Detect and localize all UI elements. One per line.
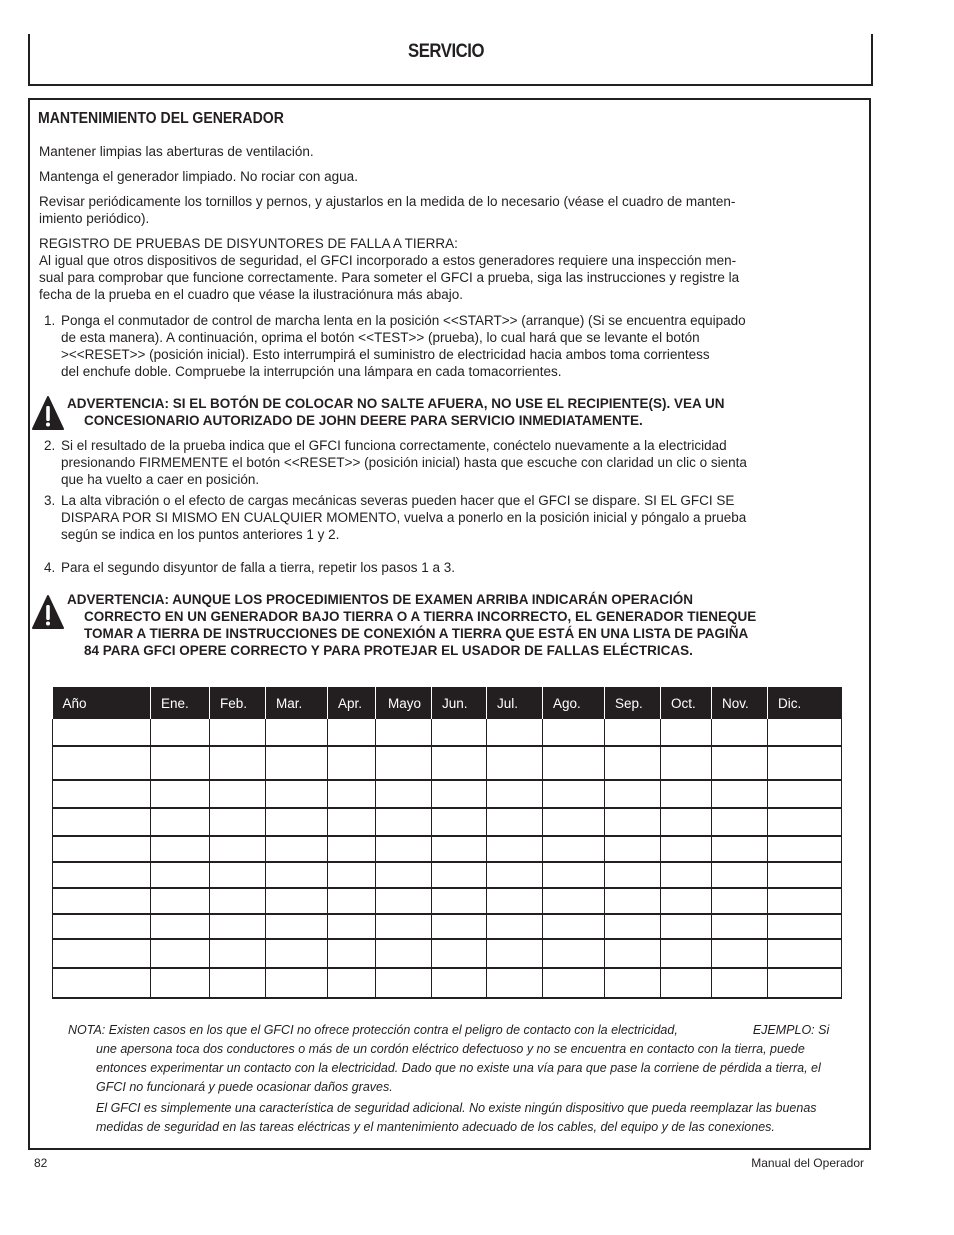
table-cell	[210, 808, 266, 836]
table-cell	[605, 939, 661, 968]
table-cell	[210, 780, 266, 808]
table-cell	[151, 746, 210, 780]
paragraph-gfci-line-2: Al igual que otros dispositivos de seguridad, el GFCI incorporado a estos generadores requiere una inspección men-	[39, 253, 737, 268]
column-header: Oct.	[661, 687, 712, 719]
table-cell	[53, 914, 151, 939]
table-cell	[266, 746, 328, 780]
table-cell	[266, 914, 328, 939]
table-cell	[543, 862, 605, 888]
paragraph-gfci-line-1: REGISTRO DE PRUEBAS DE DISYUNTORES DE FALLA A TIERRA:	[39, 236, 458, 251]
table-cell	[605, 836, 661, 862]
step-line: que ha vuelto a caer en posición.	[61, 472, 260, 487]
table-cell	[487, 808, 543, 836]
table-cell	[768, 836, 842, 862]
step-number: 4.	[44, 560, 56, 575]
note-line: entonces experimentar un contacto con la electricidad. Dado que no existe una vía para que pase la corriene de pérdida a tierra, el	[96, 1061, 821, 1075]
table-cell	[712, 888, 768, 914]
step-text	[61, 437, 869, 488]
table-row	[53, 808, 842, 836]
paragraph-clean: Mantenga el generador limpiado. No rociar con agua.	[39, 169, 358, 184]
table-cell	[712, 914, 768, 939]
table-cell	[376, 836, 432, 862]
step-line: Para el segundo disyuntor de falla a tierra, repetir los pasos 1 a 3.	[61, 560, 455, 575]
warning-text	[67, 591, 871, 659]
note-block	[68, 1021, 853, 1137]
table-cell	[266, 808, 328, 836]
note-line	[68, 1021, 853, 1040]
table-row	[53, 836, 842, 862]
warning-line: ADVERTENCIA: SI EL BOTÓN DE COLOCAR NO SALTE AFUERA, NO USE EL RECIPIENTE(S). VEA UN	[67, 396, 725, 411]
paragraph-bolts	[39, 193, 851, 227]
table-cell	[151, 968, 210, 998]
step-line: La alta vibración o el efecto de cargas mecánicas severas pueden hacer que el GFCI se dispare. SI EL GFCI SE	[61, 493, 735, 508]
table-cell	[768, 914, 842, 939]
table-cell	[543, 939, 605, 968]
table-cell	[661, 808, 712, 836]
warning-text	[67, 395, 871, 429]
step-text	[61, 312, 869, 380]
table-cell	[661, 968, 712, 998]
table-cell	[543, 968, 605, 998]
table-cell	[376, 914, 432, 939]
table-cell	[605, 808, 661, 836]
table-cell	[768, 719, 842, 746]
table-cell	[712, 836, 768, 862]
table-cell	[661, 746, 712, 780]
table-cell	[768, 808, 842, 836]
table-cell	[432, 968, 487, 998]
table-cell	[661, 888, 712, 914]
table-cell	[605, 862, 661, 888]
table-cell	[768, 939, 842, 968]
gfci-test-record-table	[52, 687, 841, 999]
warning-triangle-icon	[32, 395, 64, 431]
note-line: medidas de seguridad en las tareas eléctricas y el mantenimiento adecuado de los cables, del equipo y de las conexiones.	[96, 1120, 775, 1134]
note-line: GFCI no funcionará y puede ocasionar daños graves.	[96, 1080, 393, 1094]
table-row	[53, 939, 842, 968]
column-header: Dic.	[768, 687, 842, 719]
table-cell	[376, 780, 432, 808]
table-cell	[328, 836, 376, 862]
table-row	[53, 914, 842, 939]
warning-triangle-icon	[32, 594, 64, 630]
warning-line: CONCESIONARIO AUTORIZADO DE JOHN DEERE PARA SERVICIO INMEDIATAMENTE.	[84, 413, 643, 428]
table-cell	[605, 968, 661, 998]
table-cell	[53, 719, 151, 746]
paragraph-bolts-line-1: Revisar periódicamente los tornillos y pernos, y ajustarlos en la medida de lo necesario (véase el cuadro de manten-	[39, 194, 736, 209]
table-cell	[210, 914, 266, 939]
table-cell	[328, 780, 376, 808]
table-cell	[210, 888, 266, 914]
table-cell	[605, 914, 661, 939]
note-line-text: NOTA: Existen casos en los que el GFCI no ofrece protección contra el peligro de contacto con la electricidad,	[68, 1023, 678, 1037]
section-title: MANTENIMIENTO DEL GENERADOR	[38, 110, 284, 127]
table-row	[53, 746, 842, 780]
table-cell	[605, 719, 661, 746]
column-header: Ago.	[543, 687, 605, 719]
column-header: Nov.	[712, 687, 768, 719]
table-cell	[376, 808, 432, 836]
table-cell	[487, 914, 543, 939]
table-cell	[151, 939, 210, 968]
table-cell	[210, 968, 266, 998]
table-cell	[376, 862, 432, 888]
table-cell	[432, 914, 487, 939]
table-cell	[266, 836, 328, 862]
column-header: Apr.	[328, 687, 376, 719]
note-line: El GFCI es simplemente una característica de seguridad adicional. No existe ningún dispositivo que pueda reemplazar las buenas	[96, 1101, 817, 1115]
paragraph-gfci-line-4: fecha de la prueba en el cuadro que véase la ilustraciónura más abajo.	[39, 287, 464, 302]
column-header: Ene.	[151, 687, 210, 719]
table-cell	[543, 780, 605, 808]
table-cell	[151, 780, 210, 808]
table-cell	[543, 808, 605, 836]
table-row	[53, 780, 842, 808]
table-cell	[328, 862, 376, 888]
table-cell	[432, 808, 487, 836]
table-cell	[543, 914, 605, 939]
warning-line: CORRECTO EN UN GENERADOR BAJO TIERRA O A TIERRA INCORRECTO, EL GENERADOR TIENEQUE	[84, 609, 757, 624]
step-line: de esta manera). A continuación, oprima el botón <<TEST>> (prueba), lo cual hará que se levante el botón	[61, 330, 700, 345]
column-header: Jun.	[432, 687, 487, 719]
note-line: une apersona toca dos conductores o más de un cordón eléctrico defectuoso y no se encuentra en contacto con la tierra, puede	[96, 1042, 805, 1056]
table-cell	[328, 808, 376, 836]
table-cell	[328, 914, 376, 939]
paragraph-gfci-record	[39, 235, 851, 303]
table-cell	[712, 780, 768, 808]
table-cell	[266, 888, 328, 914]
table-cell	[53, 746, 151, 780]
table-cell	[432, 888, 487, 914]
table-cell	[376, 939, 432, 968]
table-row	[53, 888, 842, 914]
step-line: según se indica en los puntos anteriores 1 y 2.	[61, 527, 340, 542]
paragraph-gfci-line-3: sual para comprobar que funcione correctamente. Para someter el GFCI a prueba, siga las instrucciones y registre la	[39, 270, 740, 285]
step-number: 3.	[44, 493, 56, 508]
table-cell	[53, 939, 151, 968]
table-cell	[605, 780, 661, 808]
note-example-label: EJEMPLO: Si	[752, 1023, 830, 1037]
column-header: Sep.	[605, 687, 661, 719]
table-cell	[328, 719, 376, 746]
table-header-row	[53, 687, 842, 719]
manual-name: Manual del Operador	[751, 1156, 864, 1170]
table-cell	[487, 939, 543, 968]
table-cell	[151, 719, 210, 746]
table-cell	[487, 780, 543, 808]
step-line: del enchufe doble. Compruebe la interrupción una lámpara en cada tomacorrientes.	[61, 364, 562, 379]
table-cell	[712, 719, 768, 746]
step-line: Si el resultado de la prueba indica que el GFCI funciona correctamente, conéctelo nuevamente a la electricidad	[61, 438, 727, 453]
column-header: Feb.	[210, 687, 266, 719]
table-cell	[266, 939, 328, 968]
table-cell	[53, 836, 151, 862]
table-cell	[487, 746, 543, 780]
table-cell	[432, 836, 487, 862]
table-cell	[53, 888, 151, 914]
table-cell	[605, 888, 661, 914]
table-cell	[712, 968, 768, 998]
table-cell	[768, 746, 842, 780]
table-cell	[712, 939, 768, 968]
table-cell	[543, 746, 605, 780]
step-4	[39, 559, 869, 576]
warning-line: 84 PARA GFCI OPERE CORRECTO Y PARA PROTEJAR EL USADOR DE FALLAS ELÉCTRICAS.	[84, 643, 693, 658]
table-cell	[487, 836, 543, 862]
table-cell	[266, 968, 328, 998]
table-cell	[328, 746, 376, 780]
step-text	[61, 559, 869, 576]
table-cell	[768, 780, 842, 808]
table-cell	[661, 780, 712, 808]
table-cell	[661, 914, 712, 939]
table-cell	[432, 780, 487, 808]
table-cell	[328, 939, 376, 968]
step-line: presionando FIRMEMENTE el botón <<RESET>> (posición inicial) hasta que escuche con claridad un clic o sienta	[61, 455, 747, 470]
warning-line: TOMAR A TIERRA DE INSTRUCCIONES DE CONEXIÓN A TIERRA QUE ESTÁ EN UNA LISTA DE PAGIÑA	[84, 626, 749, 641]
column-header: Año	[53, 687, 151, 719]
table-cell	[53, 862, 151, 888]
step-1	[39, 312, 869, 380]
table-cell	[328, 968, 376, 998]
table-cell	[210, 939, 266, 968]
step-2	[39, 437, 869, 488]
table-cell	[487, 719, 543, 746]
table-cell	[210, 746, 266, 780]
table-cell	[151, 836, 210, 862]
table-cell	[543, 836, 605, 862]
paragraph-bolts-line-2: imiento periódico).	[39, 211, 150, 226]
table-cell	[53, 780, 151, 808]
table-cell	[376, 746, 432, 780]
table-cell	[487, 968, 543, 998]
column-header: Jul.	[487, 687, 543, 719]
table-cell	[376, 719, 432, 746]
table-cell	[487, 888, 543, 914]
table-cell	[712, 808, 768, 836]
page-number: 82	[34, 1156, 48, 1170]
table-cell	[768, 862, 842, 888]
table-cell	[266, 862, 328, 888]
step-line: DISPARA POR SI MISMO EN CUALQUIER MOMENTO, vuelva a ponerlo en la posición inicial y póngalo a prueba	[61, 510, 747, 525]
page-title: SERVICIO	[408, 41, 485, 62]
table-cell	[543, 719, 605, 746]
table-cell	[605, 746, 661, 780]
table-cell	[53, 968, 151, 998]
step-number: 2.	[44, 438, 56, 453]
table-cell	[210, 862, 266, 888]
table-cell	[432, 939, 487, 968]
table-cell	[328, 888, 376, 914]
column-header: Mayo	[376, 687, 432, 719]
step-line: ><<RESET>> (posición inicial). Esto interrumpirá el suministro de electricidad hacia ambos toma corrientess	[61, 347, 710, 362]
paragraph-ventilation: Mantener limpias las aberturas de ventilación.	[39, 144, 314, 159]
table-cell	[376, 968, 432, 998]
step-3	[39, 492, 869, 543]
table-cell	[661, 836, 712, 862]
table-cell	[768, 888, 842, 914]
table-cell	[210, 719, 266, 746]
warning-line: ADVERTENCIA: AUNQUE LOS PROCEDIMIENTOS DE EXAMEN ARRIBA INDICARÁN OPERACIÓN	[67, 592, 694, 607]
table-cell	[53, 808, 151, 836]
step-text	[61, 492, 869, 543]
table-cell	[661, 862, 712, 888]
table-cell	[432, 719, 487, 746]
table-cell	[543, 888, 605, 914]
table-cell	[151, 808, 210, 836]
table-cell	[376, 888, 432, 914]
table-cell	[432, 746, 487, 780]
table-cell	[266, 780, 328, 808]
table-cell	[266, 719, 328, 746]
table-cell	[712, 746, 768, 780]
table-cell	[661, 719, 712, 746]
table-cell	[432, 862, 487, 888]
table-cell	[712, 862, 768, 888]
table-cell	[151, 888, 210, 914]
table-row	[53, 968, 842, 998]
table-cell	[151, 862, 210, 888]
table-row	[53, 862, 842, 888]
column-header: Mar.	[266, 687, 328, 719]
table-cell	[661, 939, 712, 968]
step-number: 1.	[44, 313, 56, 328]
table-cell	[768, 968, 842, 998]
table-cell	[487, 862, 543, 888]
step-line: Ponga el conmutador de control de marcha lenta en la posición <<START>> (arranque) (Si se encuentra equipado	[61, 313, 746, 328]
table-row	[53, 719, 842, 746]
table-cell	[210, 836, 266, 862]
table-cell	[151, 914, 210, 939]
